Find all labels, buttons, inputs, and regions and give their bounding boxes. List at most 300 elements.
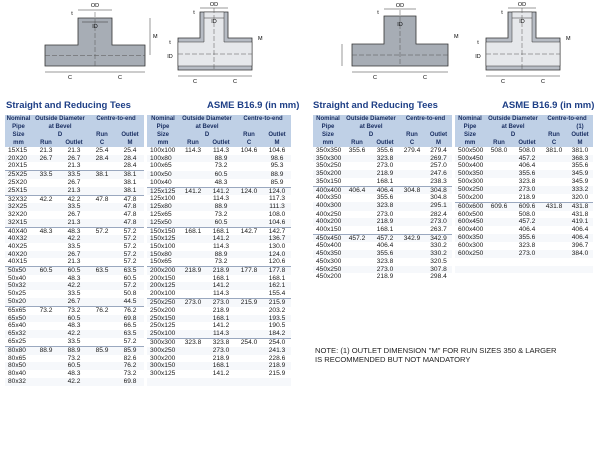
od-run-cell: 508.0 (490, 147, 508, 154)
od-outlet-cell: 406.4 (371, 186, 399, 194)
table-row (5, 195, 291, 203)
header-centre-to-end: Centre-to-end (541, 115, 593, 123)
od-outlet-cell: 114.3 (212, 242, 229, 250)
od-outlet-cell: 48.3 (214, 178, 228, 186)
drawing-label: t (193, 10, 195, 16)
run-c-cell (399, 258, 425, 266)
run-c-cell (235, 203, 263, 211)
run-c-cell (399, 194, 425, 202)
header-d: D (485, 131, 541, 139)
od-outlet-cell: 26.7 (60, 155, 88, 163)
nominal-size-cell: 125x50 (147, 219, 179, 227)
nominal-size-cell: 150x80 (147, 251, 179, 259)
nominal-size-cell: 20X20 (5, 155, 32, 163)
drawing-label: OD (209, 2, 219, 8)
outlet-m-cell: 57.2 (116, 282, 144, 290)
outlet-m-cell: 247.6 (425, 170, 452, 178)
od-run-cell: 273.0 (179, 298, 207, 306)
drawing-label: OD (395, 3, 405, 9)
header-d: D (32, 131, 88, 139)
run-c-cell: 342.9 (399, 234, 425, 242)
od-outlet-cell: 33.5 (67, 242, 81, 250)
table-row (5, 243, 291, 251)
nominal-size-cell: 250x150 (147, 315, 179, 323)
outlet-m-cell: 307.8 (425, 266, 452, 274)
od-run-cell (343, 250, 371, 258)
table-row (5, 275, 291, 283)
header-outlet: Outlet (567, 131, 593, 139)
od-run-cell (32, 378, 60, 386)
table-row (5, 155, 291, 163)
nominal-size-cell: 600x300 (458, 242, 484, 250)
od-run-cell (179, 251, 207, 259)
od-outlet-cell: 457.2 (513, 218, 541, 226)
od-outlet-cell: 406.4 (518, 162, 536, 170)
nominal-size-cell: 40X20 (5, 251, 32, 259)
nominal-size-cell: 50x20 (5, 298, 32, 306)
outlet-m-cell: 60.5 (123, 274, 137, 282)
od-run-cell (32, 275, 60, 283)
outlet-m-cell: 162.1 (263, 282, 291, 290)
table-row (5, 258, 291, 266)
table-row (5, 235, 291, 243)
od-outlet-cell: 33.5 (60, 171, 88, 179)
table-row (5, 227, 291, 235)
header-m: M (425, 139, 452, 147)
nominal-size-cell: 25X25 (5, 171, 32, 179)
od-outlet-cell: 323.8 (376, 257, 394, 265)
outlet-m-cell: 345.9 (567, 170, 593, 178)
outlet-m-cell: 203.2 (268, 306, 286, 314)
outlet-m-cell: 25.4 (123, 147, 137, 154)
od-outlet-cell: 218.9 (207, 267, 235, 275)
od-outlet-cell: 457.2 (371, 234, 399, 242)
od-run-cell (179, 179, 207, 187)
nominal-size-cell: 32X25 (5, 203, 32, 211)
outlet-m-cell: 69.8 (116, 315, 144, 323)
od-outlet-cell: 355.6 (376, 194, 394, 202)
table-row (313, 155, 593, 163)
nominal-size-cell: 600x450 (455, 218, 485, 226)
run-c-cell (88, 315, 116, 323)
drawing-label: M (153, 34, 158, 40)
nominal-size-cell: 50x40 (8, 274, 26, 282)
table-row (313, 266, 593, 274)
od-run-cell (485, 250, 513, 258)
outlet-m-cell: 88.9 (263, 171, 291, 179)
run-c-cell (399, 242, 425, 250)
od-run-cell (32, 187, 60, 195)
nominal-size-cell: 300x300 (147, 338, 179, 346)
od-run-cell (179, 203, 207, 211)
run-c-cell: 63.5 (88, 267, 116, 275)
header-outside-diameter: Outside Diameter (32, 115, 88, 123)
tee-drawing-1 (45, 3, 158, 81)
od-outlet-cell: 21.3 (60, 187, 88, 195)
od-run-cell (179, 355, 207, 363)
od-outlet-cell: 273.0 (376, 210, 394, 218)
header-m: M (263, 139, 291, 147)
od-outlet-cell: 355.6 (513, 234, 541, 242)
nominal-size-cell: 300x125 (150, 370, 176, 378)
outlet-m-cell: 95.3 (270, 162, 284, 170)
nominal-size-cell: 400x150 (316, 226, 342, 234)
outlet-m-cell: 44.5 (116, 298, 144, 306)
header-run: Run (88, 131, 116, 139)
run-c-cell (541, 194, 567, 202)
nominal-size-cell: 125x80 (147, 203, 179, 211)
outlet-m-cell: 273.0 (425, 218, 452, 226)
outlet-m-cell: 47.8 (116, 219, 144, 227)
run-c-cell (235, 315, 263, 323)
od-run-cell (343, 194, 371, 202)
od-outlet-cell: 42.2 (60, 330, 88, 338)
od-run-cell (179, 290, 207, 298)
od-run-cell: 218.9 (179, 267, 207, 275)
run-c-cell: 304.8 (399, 186, 425, 194)
run-c-cell (541, 155, 567, 163)
od-run-cell (485, 170, 513, 178)
od-outlet-cell: 60.5 (60, 315, 88, 323)
nominal-size-cell: 150x150 (147, 227, 179, 235)
table-row (313, 186, 593, 194)
run-c-cell: 57.2 (88, 227, 116, 235)
od-outlet-cell: 406.4 (518, 226, 536, 234)
od-outlet-cell: 323.8 (371, 202, 399, 210)
outlet-m-cell: 136.7 (263, 235, 291, 243)
od-outlet-cell: 355.6 (371, 250, 399, 258)
outlet-m-cell: 76.2 (116, 307, 144, 315)
run-c-cell (235, 162, 263, 170)
header-pipe: Pipe (147, 123, 179, 131)
right-table-header (313, 115, 593, 147)
nominal-size-cell: 350x150 (316, 177, 342, 185)
header-mm: mm (5, 139, 32, 147)
run-c-cell (88, 179, 116, 187)
header-run: Run (343, 139, 371, 147)
od-outlet-cell: 141.2 (212, 322, 230, 330)
od-run-cell (485, 266, 513, 274)
table-row (313, 234, 593, 242)
outlet-m-cell: 406.4 (571, 226, 589, 234)
footnote (315, 346, 557, 364)
od-run-cell (343, 266, 371, 274)
nominal-size-cell: 450x350 (313, 250, 343, 258)
nominal-size-cell: 600x400 (458, 226, 484, 234)
table-row (5, 187, 291, 195)
outlet-m-cell: 117.3 (268, 195, 285, 203)
outlet-m-cell: 333.2 (567, 186, 593, 194)
nominal-size-cell: 40X15 (8, 258, 28, 266)
drawing-label: C (423, 75, 427, 81)
run-c-cell: 25.4 (95, 147, 109, 154)
drawing-label: M (566, 36, 571, 42)
od-outlet-cell: 141.2 (207, 235, 235, 243)
run-c-cell: 381.0 (545, 147, 563, 154)
od-outlet-cell: 48.3 (67, 322, 81, 330)
run-c-cell (541, 234, 567, 242)
od-run-cell (32, 298, 60, 306)
od-run-cell (179, 362, 207, 370)
nominal-size-cell: 150x65 (150, 258, 172, 266)
od-outlet-cell: 73.2 (214, 162, 228, 170)
outlet-m-cell: 215.9 (268, 370, 286, 378)
nominal-size-cell: 150x125 (147, 235, 179, 243)
drawing-label: ID (519, 19, 525, 25)
nominal-size-cell: 400x350 (316, 194, 342, 202)
outlet-m-cell: 241.3 (263, 347, 291, 355)
od-outlet-cell: 273.0 (371, 266, 399, 274)
run-c-cell (88, 235, 116, 243)
od-run-cell (343, 202, 371, 210)
drawing-label: C (233, 79, 237, 85)
od-run-cell (32, 370, 60, 378)
outlet-m-cell: 295.1 (425, 202, 452, 210)
table-row (5, 290, 291, 298)
od-outlet-cell: 218.9 (212, 354, 230, 362)
od-run-cell (343, 155, 371, 163)
right-dimensions-table (313, 115, 593, 281)
od-run-cell (32, 179, 60, 187)
run-c-cell (541, 266, 567, 274)
nominal-size-cell: 500x400 (458, 162, 484, 170)
table-row (5, 315, 291, 323)
od-run-cell: 26.7 (32, 155, 60, 163)
od-run-cell: 114.3 (184, 147, 201, 154)
od-run-cell (32, 330, 60, 338)
run-c-cell (541, 273, 567, 281)
run-c-cell (399, 273, 425, 281)
outlet-m-cell: 57.2 (123, 258, 137, 266)
drawing-label: C (541, 79, 545, 85)
outlet-m-cell: 66.5 (123, 322, 137, 330)
od-run-cell (179, 330, 207, 338)
od-run-cell (179, 370, 207, 378)
header-outlet: Outlet (207, 139, 235, 147)
header-c: C (235, 139, 263, 147)
od-outlet-cell: 355.6 (376, 147, 394, 154)
outlet-m-cell: 330.2 (430, 242, 447, 250)
run-c-cell (399, 218, 425, 226)
left-table-body (5, 147, 291, 386)
run-c-cell (541, 226, 567, 234)
od-run-cell (485, 178, 513, 186)
drawing-label: C (118, 75, 122, 81)
table-row (5, 219, 291, 227)
drawing-label: M (258, 36, 263, 42)
outlet-m-cell: 57.2 (116, 251, 144, 259)
od-run-cell: 406.4 (343, 186, 371, 194)
od-run-cell (32, 162, 60, 170)
header-d: D (179, 131, 235, 139)
nominal-size-cell: 40X32 (5, 235, 32, 243)
header-outlet: Outlet (116, 131, 144, 139)
table-row (5, 203, 291, 211)
run-c-cell (235, 378, 263, 386)
run-c-cell (399, 162, 425, 170)
nominal-size-cell: 50x50 (5, 267, 32, 275)
run-c-cell: 124.0 (235, 187, 263, 195)
run-c-cell: 28.4 (88, 155, 116, 163)
od-outlet-cell: 508.0 (518, 210, 536, 218)
nominal-size-cell: 450x450 (313, 234, 343, 242)
od-run-cell: 457.2 (343, 234, 371, 242)
run-c-cell (541, 211, 567, 219)
od-outlet-cell: 218.9 (371, 170, 399, 178)
drawing-label: t (501, 10, 503, 16)
outlet-m-cell: 355.6 (571, 162, 589, 170)
outlet-m-cell: 47.8 (116, 195, 144, 203)
run-c-cell: 215.9 (235, 298, 263, 306)
od-outlet-cell: 273.0 (513, 186, 541, 194)
header-centre-to-end: Centre-to-end (235, 115, 291, 123)
table-row (5, 162, 291, 170)
run-c-cell (235, 330, 263, 338)
run-c-cell (399, 178, 425, 186)
table-row (313, 162, 593, 170)
nominal-size-cell: 350x250 (316, 162, 342, 170)
od-outlet-cell: 114.3 (212, 147, 229, 154)
od-run-cell (343, 211, 371, 219)
nominal-size-cell: 200x150 (150, 274, 176, 282)
table-row (313, 170, 593, 178)
run-c-cell (88, 378, 116, 386)
nominal-size-cell: 200x100 (150, 290, 176, 298)
table-row (313, 194, 593, 202)
od-run-cell (32, 219, 60, 227)
run-c-cell (88, 219, 116, 227)
od-run-cell: 60.5 (32, 267, 60, 275)
od-outlet-cell: 168.1 (207, 227, 235, 235)
nominal-size-cell: 600x600 (455, 202, 485, 210)
header-run: Run (32, 139, 60, 147)
od-outlet-cell: 114.3 (212, 290, 229, 298)
header-run: Run (541, 131, 567, 139)
run-c-cell (235, 219, 263, 227)
run-c-cell: 104.6 (240, 147, 258, 154)
run-c-cell (88, 258, 116, 266)
run-c-cell (399, 226, 425, 234)
nominal-size-cell: 250x125 (150, 322, 176, 330)
od-run-cell: 88.9 (32, 347, 60, 355)
run-c-cell (235, 307, 263, 315)
run-c-cell (88, 362, 116, 370)
od-outlet-cell: 48.3 (67, 370, 81, 378)
od-run-cell (32, 315, 60, 323)
od-outlet-cell: 323.8 (518, 242, 536, 250)
run-c-cell (541, 258, 567, 266)
nominal-size-cell: 65x65 (5, 307, 32, 315)
od-outlet-cell: 73.2 (214, 211, 228, 219)
od-outlet-cell: 218.9 (212, 306, 230, 314)
od-run-cell (32, 362, 60, 370)
table-row (5, 370, 291, 378)
od-outlet-cell: 168.1 (212, 274, 230, 282)
drawing-label: ID (167, 54, 173, 60)
od-outlet-cell: 26.7 (60, 298, 88, 306)
nominal-size-cell: 400x200 (313, 218, 343, 226)
outlet-m-cell: 38.1 (116, 171, 144, 179)
run-c-cell: 85.9 (88, 347, 116, 355)
outlet-m-cell: 384.0 (567, 250, 593, 258)
outlet-m-cell: 330.2 (425, 250, 452, 258)
od-run-cell (485, 226, 513, 234)
od-run-cell (485, 186, 513, 194)
outlet-m-cell: 63.5 (116, 330, 144, 338)
outlet-m-cell: 396.7 (571, 242, 589, 250)
run-c-cell (235, 179, 263, 187)
drawing-label: t (71, 11, 73, 17)
od-outlet-cell: 273.0 (207, 347, 235, 355)
table-row (313, 242, 593, 250)
table-row (5, 362, 291, 370)
nominal-size-cell: 400x400 (313, 186, 343, 194)
right-table-title: Straight and Reducing Tees (313, 100, 438, 111)
od-outlet-cell: 26.7 (67, 178, 81, 186)
header-at-bevel: at Bevel (32, 123, 88, 131)
od-outlet-cell: 88.9 (60, 347, 88, 355)
table-row (313, 258, 593, 266)
od-outlet-cell: 323.8 (207, 338, 235, 346)
outlet-m-cell: 63.5 (116, 267, 144, 275)
run-c-cell (88, 298, 116, 306)
run-c-cell (88, 203, 116, 211)
header-pipe: Pipe (455, 123, 485, 131)
table-row (5, 355, 291, 363)
od-run-cell (343, 178, 371, 186)
outlet-m-cell: 257.0 (430, 162, 447, 170)
outlet-m-cell: 304.8 (425, 186, 452, 194)
outlet-m-cell: 38.1 (116, 187, 144, 195)
run-c-cell (399, 266, 425, 274)
table-row (5, 267, 291, 275)
od-run-cell (343, 218, 371, 226)
od-outlet-cell: 48.3 (60, 227, 88, 235)
od-outlet-cell: 323.8 (371, 155, 399, 163)
od-outlet-cell: 42.2 (60, 282, 88, 290)
od-outlet-cell: 21.3 (67, 162, 81, 170)
table-row (5, 378, 291, 386)
od-run-cell (32, 258, 60, 266)
nominal-size-cell: 300x250 (147, 347, 179, 355)
nominal-size-cell: 65x32 (5, 330, 32, 338)
run-c-cell: 142.7 (235, 227, 263, 235)
outlet-m-cell: 431.8 (571, 210, 589, 218)
outlet-m-cell: 155.4 (268, 290, 286, 298)
run-c-cell (541, 186, 567, 194)
outlet-m-cell: 108.0 (268, 211, 286, 219)
nominal-size-cell: 80x50 (5, 362, 32, 370)
header-size: Size (455, 131, 485, 139)
od-outlet-cell: 168.1 (376, 177, 394, 185)
run-c-cell (88, 187, 116, 195)
nominal-size-cell (147, 378, 179, 386)
od-outlet-cell (513, 266, 541, 274)
outlet-m-cell: 279.4 (430, 147, 447, 154)
drawing-label: ID (92, 24, 98, 30)
drawing-label: C (373, 75, 377, 81)
table-row (313, 202, 593, 210)
od-run-cell (32, 290, 60, 298)
nominal-size-cell: 450x300 (316, 257, 342, 265)
table-row (5, 211, 291, 219)
header-c: C (399, 139, 425, 147)
od-run-cell (343, 170, 371, 178)
nominal-size-cell: 15X15 (8, 147, 28, 154)
od-run-cell: 609.6 (485, 202, 513, 210)
left-table-standard: ASME B16.9 (in mm) (207, 100, 300, 111)
od-run-cell (179, 243, 207, 251)
